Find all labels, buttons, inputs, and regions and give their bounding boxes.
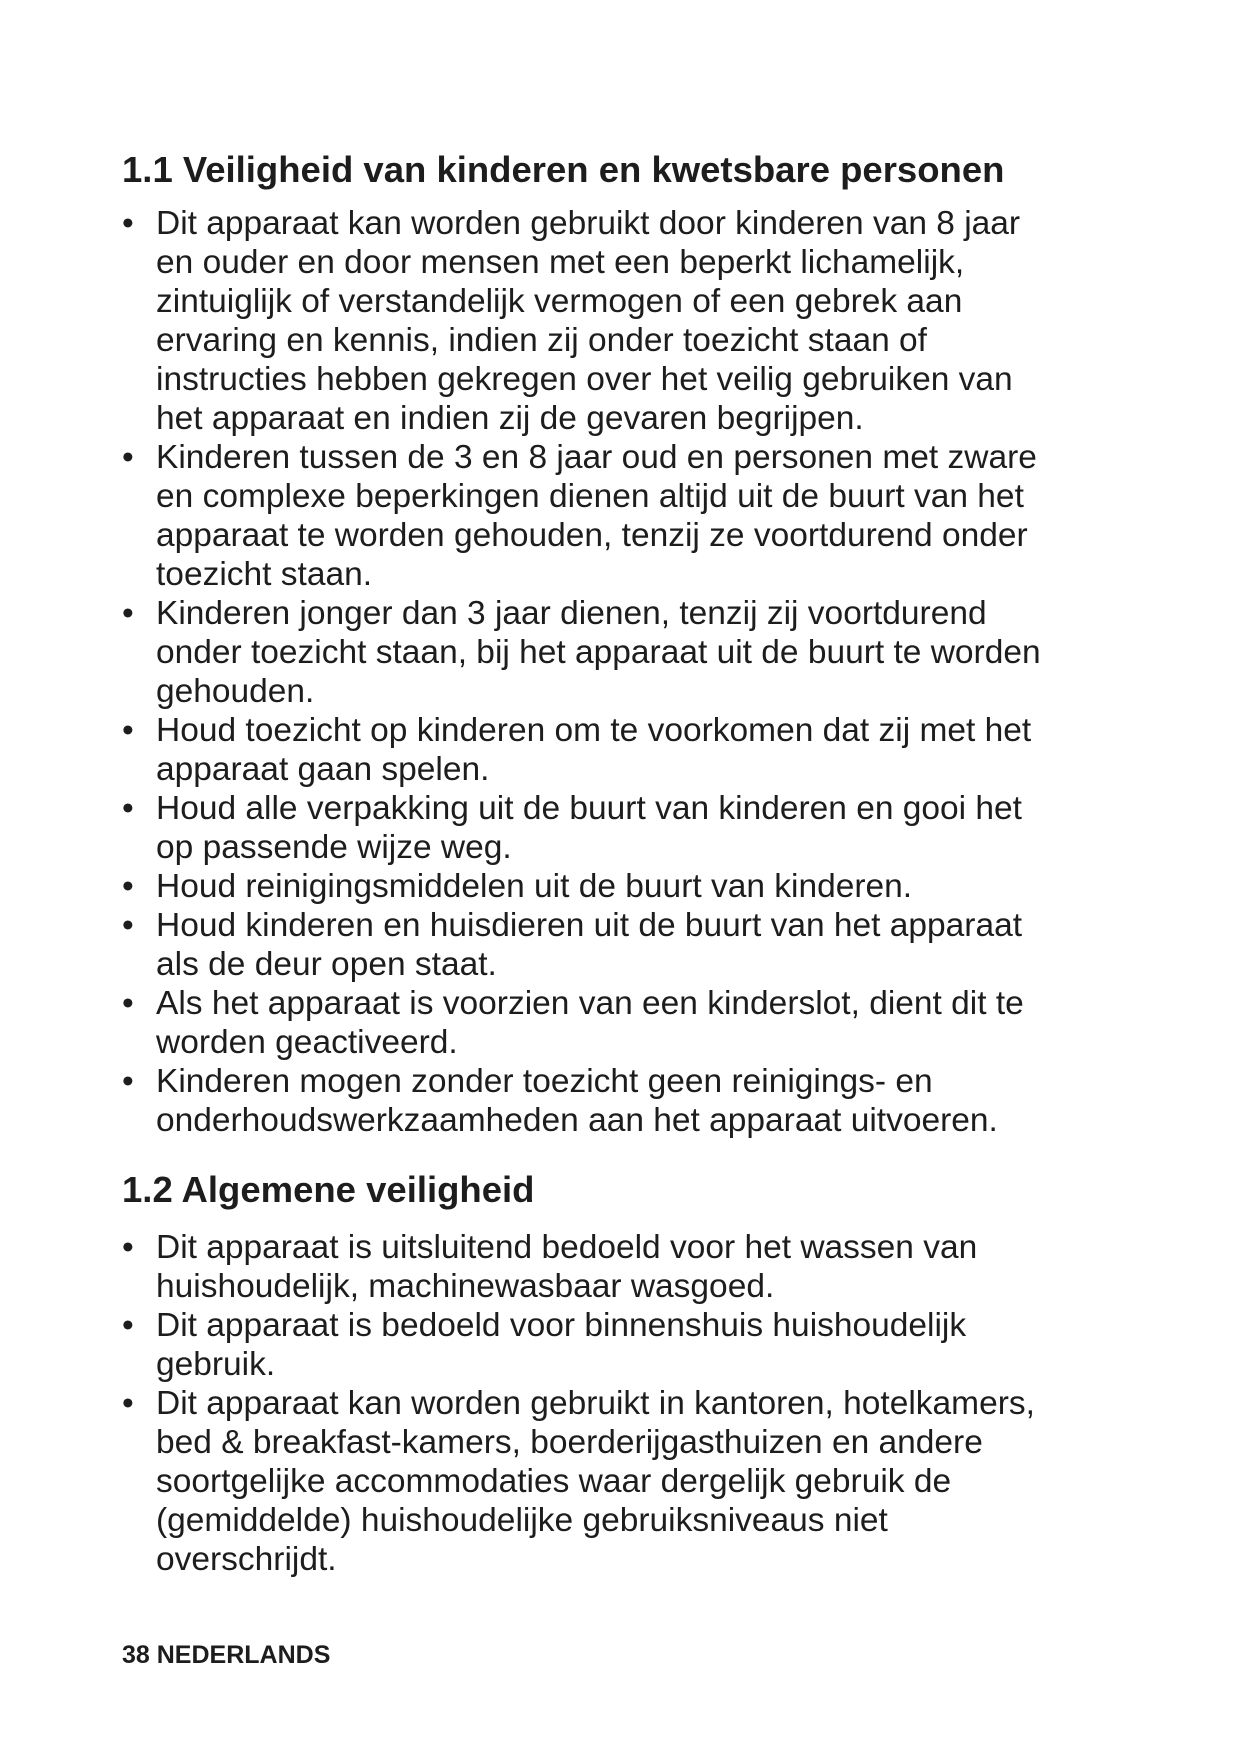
list-item — [122, 1228, 1122, 1306]
section-title-child-safety: 1.1 Veiligheid van kinderen en kwetsbare personen — [122, 149, 1005, 190]
list-item-text: Dit apparaat kan worden gebruikt in kantoren, hotelkamers, bed & breakfast-kamers, boerderijgasthuizen en andere soortgelijke accommodaties waar dergelijk gebruik de (gemiddelde) huishoudelijke gebruiksniveaus niet overschrijdt. — [156, 1385, 1035, 1578]
list-item — [122, 438, 1122, 594]
list-item-text: Dit apparaat is uitsluitend bedoeld voor het wassen van huishoudelijk, machinewasbaar wasgoed. — [156, 1229, 978, 1305]
bullet-icon: • — [122, 1385, 134, 1422]
list-item — [122, 906, 1122, 984]
list-item — [122, 1062, 1122, 1140]
bullet-icon: • — [122, 985, 134, 1022]
list-item-text: Dit apparaat is bedoeld voor binnenshuis huishoudelijk gebruik. — [156, 1307, 967, 1383]
list-item-text: Dit apparaat kan worden gebruikt door kinderen van 8 jaar en ouder en door mensen met een beperkt lichamelijk, zintuiglijk of verstandelijk vermogen of een gebrek aan ervaring en kennis, indien zij onder toezicht staan of instructies hebben gekregen over het veilig gebruiken van het apparaat en indien zij de gevaren begrijpen. — [156, 205, 1021, 437]
child-safety-list — [122, 204, 1122, 1140]
list-item-text: Houd toezicht op kinderen om te voorkomen dat zij met het apparaat gaan spelen. — [156, 712, 1032, 788]
general-safety-list — [122, 1228, 1122, 1579]
bullet-icon: • — [122, 205, 134, 242]
list-item-text: Houd kinderen en huisdieren uit de buurt van het apparaat als de deur open staat. — [156, 907, 1023, 983]
list-item-text: Als het apparaat is voorzien van een kinderslot, dient dit te worden geactiveerd. — [156, 985, 1024, 1061]
bullet-icon: • — [122, 790, 134, 827]
page-footer-label: 38 NEDERLANDS — [122, 1641, 331, 1669]
list-item — [122, 594, 1122, 711]
list-item-text: Kinderen jonger dan 3 jaar dienen, tenzij zij voortdurend onder toezicht staan, bij het apparaat uit de buurt te worden gehouden. — [156, 595, 1041, 710]
list-item-text: Kinderen mogen zonder toezicht geen reinigings- en onderhoudswerkzaamheden aan het apparaat uitvoeren. — [156, 1063, 998, 1139]
bullet-icon: • — [122, 1229, 134, 1266]
bullet-icon: • — [122, 907, 134, 944]
list-item — [122, 1384, 1122, 1579]
list-item-text: Houd alle verpakking uit de buurt van kinderen en gooi het op passende wijze weg. — [156, 790, 1022, 866]
list-item — [122, 789, 1122, 867]
bullet-icon: • — [122, 1063, 134, 1100]
list-item — [122, 204, 1122, 438]
bullet-icon: • — [122, 595, 134, 632]
list-item — [122, 711, 1122, 789]
list-item — [122, 867, 1122, 906]
bullet-icon: • — [122, 868, 134, 905]
bullet-icon: • — [122, 712, 134, 749]
list-item-text: Kinderen tussen de 3 en 8 jaar oud en personen met zware en complexe beperkingen dienen altijd uit de buurt van het apparaat te worden gehouden, tenzij ze voortdurend onder toezicht staan. — [156, 439, 1037, 593]
list-item — [122, 984, 1122, 1062]
bullet-icon: • — [122, 439, 134, 476]
section-title-general-safety: 1.2 Algemene veiligheid — [122, 1169, 535, 1210]
list-item — [122, 1306, 1122, 1384]
bullet-icon: • — [122, 1307, 134, 1344]
list-item-text: Houd reinigingsmiddelen uit de buurt van kinderen. — [156, 868, 913, 905]
